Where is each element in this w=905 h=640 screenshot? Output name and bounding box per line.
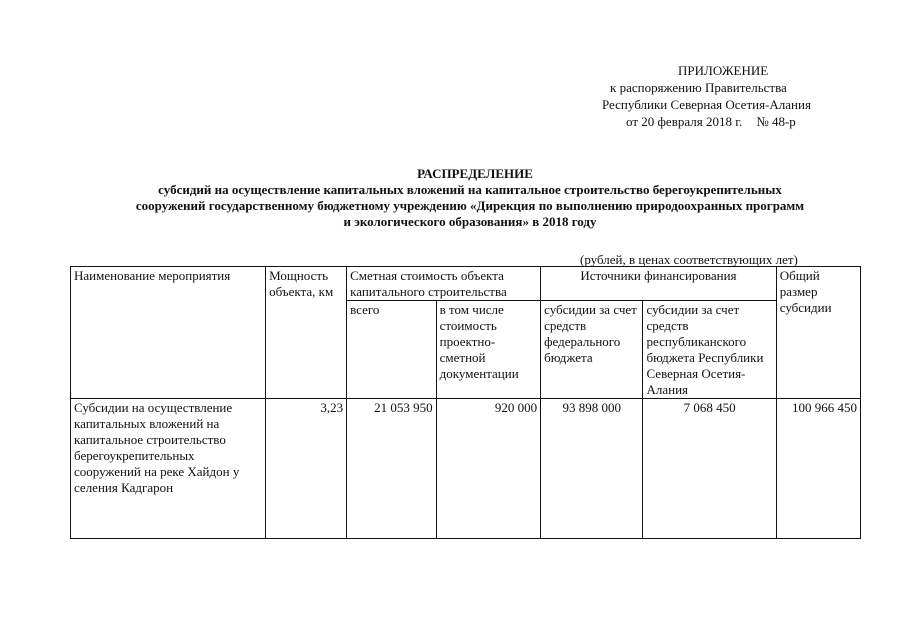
- appendix-title: ПРИЛОЖЕНИЕ: [678, 63, 769, 78]
- header-republican: субсидии за счет средств республиканского бюджета Республики Северная Осетия-Алания: [643, 301, 776, 399]
- row-name: Субсидии на осуществление капитальных вложений на капитальное строительство берегоукрепительных сооружений на реке Хайдон у селения Кадгарон: [71, 399, 266, 539]
- header-funding-sources: Источники финансирования: [541, 267, 777, 301]
- appendix-block: [560, 62, 860, 130]
- appendix-date: от 20 февраля 2018 г.: [626, 114, 743, 129]
- header-cost-design: в том числе стоимость проектно-сметной документации: [436, 301, 540, 399]
- header-name: Наименование мероприятия: [71, 267, 266, 399]
- row-capacity: 3,23: [266, 399, 347, 539]
- table-row: [71, 399, 861, 539]
- header-federal: субсидии за счет средств федерального бюджета: [541, 301, 643, 399]
- row-cost-design: 920 000: [436, 399, 540, 539]
- table-header-row-1: [71, 267, 861, 301]
- header-total-subsidy: Общий размер субсидии: [776, 267, 860, 399]
- appendix-date-line: [560, 113, 860, 130]
- title-line-3: и экологического образования» в 2018 году: [343, 214, 597, 229]
- title-line-1: субсидий на осуществление капитальных вложений на капитальное строительство берегоукрепительных: [158, 182, 782, 197]
- appendix-ref-line: к распоряжению Правительства: [610, 80, 787, 95]
- header-cost-total: всего: [347, 301, 437, 399]
- row-total-subsidy: 100 966 450: [776, 399, 860, 539]
- title-heading: РАСПРЕДЕЛЕНИЕ: [417, 166, 533, 181]
- header-estimated-cost: Сметная стоимость объекта капитального строительства: [347, 267, 541, 301]
- header-capacity: Мощность объекта, км: [266, 267, 347, 399]
- document-title: [60, 166, 880, 230]
- appendix-republic-line: Республики Северная Осетия-Алания: [602, 97, 811, 112]
- row-cost-total: 21 053 950: [347, 399, 437, 539]
- title-line-2: сооружений государственному бюджетному учреждению «Дирекция по выполнению природоохранных программ: [135, 198, 805, 213]
- row-federal: 93 898 000: [541, 399, 643, 539]
- appendix-number: № 48-р: [756, 114, 796, 129]
- units-note: (рублей, в ценах соответствующих лет): [580, 252, 798, 267]
- distribution-table: [70, 266, 861, 539]
- row-republican: 7 068 450: [643, 399, 776, 539]
